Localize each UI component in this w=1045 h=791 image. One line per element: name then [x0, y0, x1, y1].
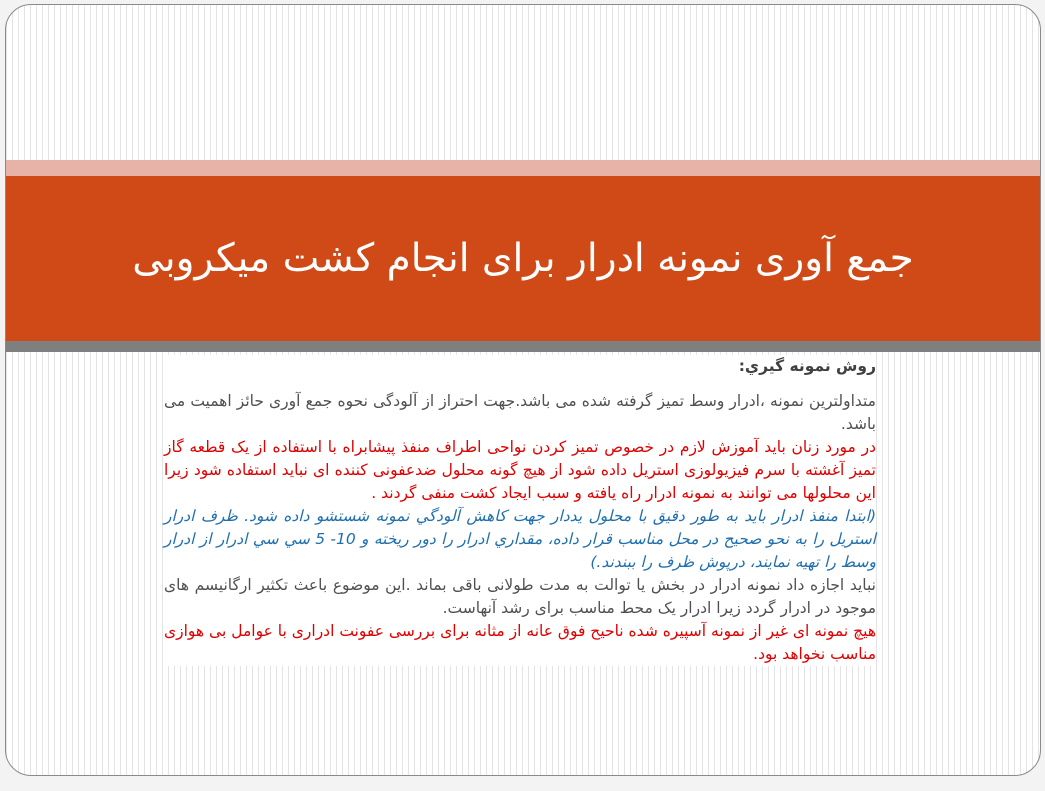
- slide: [5, 4, 1041, 776]
- body-paragraph-anaerobic-note: هیچ نمونه ای غیر از نمونه آسپیره شده ناحیح فوق عانه از مثانه برای بررسی عفونت ادراری با عوامل بی هوازی مناسب نخواهد بود.: [164, 622, 876, 663]
- body-paragraph-procedure: (ابتدا منفذ ادرار بايد به طور دقيق با محلول يددار جهت كاهش آلودگي نمونه شستشو داده شود. ظرف ادرار استريل را به نحو صحيح در محل مناسب قرار داده، مقداري ادرار را دور ريخته و 10- 5 سي سي ادرار از ادرار وسط را تهيه نمايند، درپوش ظرف را ببندند.): [164, 507, 876, 571]
- body-paragraph-intro: متداولترین نمونه ،ادرار وسط تمیز گرفته شده می باشد.جهت احتراز از آلودگی نحوه جمع آوری حائز اهمیت می باشد.: [164, 392, 876, 433]
- slide-body: [164, 355, 876, 666]
- title-band: [6, 176, 1040, 341]
- body-paragraph-women-instructions: در مورد زنان باید آموزش لازم در خصوص تمیز کردن نواحی اطراف منفذ پیشابراه با استفاده از یک قطعه گاز تمیز آغشته با سرم فیزیولوزی استریل داده شود از هیچ گونه محلول ضدعفونی کننده ای نباید استفاده شود زیرا این محلولها می توانند به نمونه ادرار راه یافته و سبب ایجاد کشت منفی گردند .: [164, 438, 876, 502]
- title-accent-stripe-bottom: [6, 341, 1040, 352]
- slide-title: جمع آوری نمونه ادرار برای انجام کشت میکروبی: [132, 235, 914, 281]
- section-heading: روش نمونه گيري:: [738, 357, 876, 375]
- title-accent-stripe-top: [6, 160, 1040, 176]
- body-paragraph-storage-warning: نباید اجازه داد نمونه ادرار در بخش یا توالت به مدت طولانی باقی بماند .این موضوع باعث تکثیر ارگانیسم های موجود در ادرار گردد زیرا ادرار یک محط مناسب برای رشد آنهاست.: [164, 576, 876, 617]
